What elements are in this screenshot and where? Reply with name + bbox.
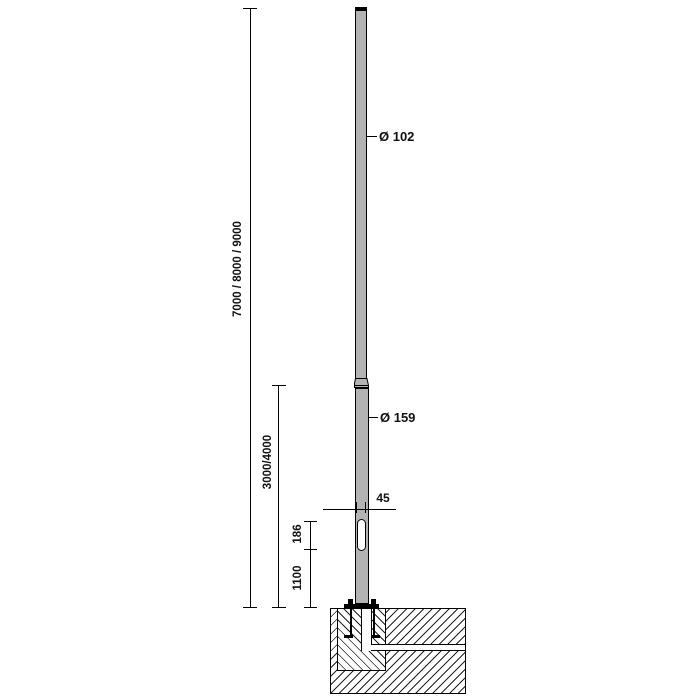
dim-total-height-tick-bottom [243, 607, 257, 608]
cable-conduit-vertical [361, 609, 372, 644]
door-slot [357, 519, 367, 551]
dim-door-height-label: 186 [291, 524, 304, 544]
dim-total-height-line [250, 8, 251, 608]
label-base-diameter: Ø 159 [380, 410, 416, 425]
dim-door-base-label: 1100 [291, 565, 304, 591]
dim-door-tick-top [304, 521, 318, 522]
cable-conduit-horizontal [361, 644, 465, 651]
dim-door-width-tick-right [365, 502, 366, 513]
pole-top-section [355, 7, 367, 379]
pole-top-cap [355, 7, 367, 11]
leader-top-diameter [367, 136, 377, 137]
base-plate [344, 604, 379, 610]
dim-door-tick-middle [304, 549, 318, 550]
anchor-nut-left [348, 599, 353, 604]
dim-door-tick-bottom [304, 607, 318, 608]
label-top-diameter: Ø 102 [379, 129, 415, 144]
anchor-bolt-left [350, 609, 353, 637]
dim-mid-section-tick-bottom [272, 607, 286, 608]
anchor-bolt-right-foot [371, 635, 380, 638]
dim-door-width-label: 45 [376, 491, 390, 505]
dim-total-height-tick-top [243, 8, 257, 9]
dim-mid-section-tick-top [272, 385, 286, 386]
dim-door-width-tick-left [356, 502, 357, 513]
anchor-nut-right [371, 599, 376, 604]
dim-total-height-label: 7000 / 8000 / 9000 [231, 221, 244, 317]
dim-mid-section-line [278, 385, 279, 608]
pole-base-section [355, 388, 369, 604]
anchor-bolt-right [373, 609, 376, 637]
dim-door-line [310, 521, 311, 608]
dim-door-width-line [323, 509, 396, 510]
leader-base-diameter [369, 417, 378, 418]
anchor-bolt-left-foot [344, 635, 353, 638]
cable-conduit-corner [361, 644, 371, 651]
dim-mid-section-label: 3000/4000 [261, 434, 274, 490]
